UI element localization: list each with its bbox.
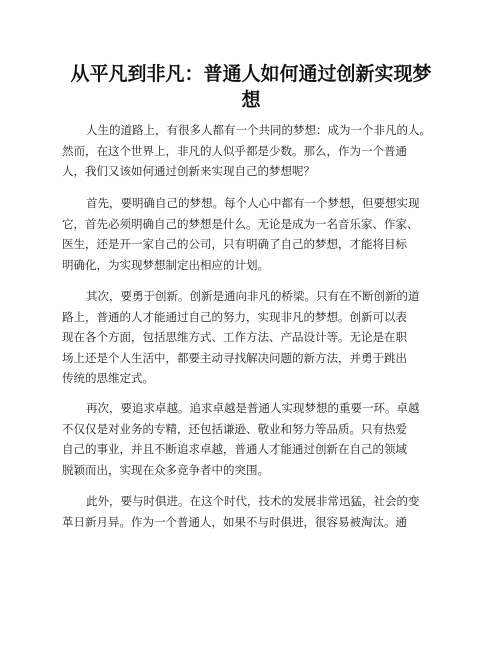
paragraph-line: 然而，在这个世界上，非凡的人似乎都是少数。那么，作为一个普通 [62, 143, 407, 158]
paragraph-excellence [62, 398, 440, 480]
paragraph-line: 场上还是个人生活中，都要主动寻找解决问题的新方法，并勇于跳出 [62, 350, 407, 365]
paragraph-line: 其次，要勇于创新。创新是通向非凡的桥梁。只有在不断创新的道 [86, 289, 420, 303]
paragraph-keep-up [62, 491, 440, 532]
paragraph-line: 医生，还是开一家自己的公司，只有明确了自己的梦想，才能将目标 [62, 237, 407, 251]
document-title [60, 61, 442, 113]
paragraph-define-dream [62, 193, 440, 275]
paragraph-line: 明确化，为实现梦想制定出相应的计划。 [62, 257, 269, 272]
paragraph-line: 自己的事业，并且不断追求卓越，普通人才能通过创新在自己的领域 [62, 442, 407, 456]
paragraph-line: 人，我们又该如何通过创新来实现自己的梦想呢？ [62, 164, 315, 178]
paragraph-line: 首先，要明确自己的梦想。每个人心中都有一个梦想，但要想实现 [86, 196, 420, 210]
paragraph-line: 现在各个方面，包括思维方式、工作方法、产品设计等。无论是在职 [62, 330, 407, 344]
paragraph-line: 传统的思维定式。 [62, 371, 154, 385]
paragraph-intro [62, 120, 440, 182]
paragraph-line: 革日新月异。作为一个普通人，如果不与时俱进，很容易被淘汰。通 [62, 514, 407, 529]
title-line: 从平凡到非凡：普通人如何通过创新实现梦 [70, 63, 432, 85]
paragraph-line: 路上，普通的人才能通过自己的努力，实现非凡的梦想。创新可以表 [62, 309, 407, 324]
paragraph-line: 它，首先必须明确自己的梦想是什么。无论是成为一名音乐家、作家、 [62, 216, 419, 231]
paragraph-line: 此外，要与时俱进。在这个时代，技术的发展非常迅猛，社会的变 [86, 494, 420, 508]
paragraph-line: 脱颖而出，实现在众多竞争者中的突围。 [62, 462, 269, 477]
paragraph-line: 人生的道路上，有很多人都有一个共同的梦想：成为一个非凡的人。 [86, 123, 431, 137]
paragraph-line: 再次，要追求卓越。追求卓越是普通人实现梦想的重要一环。卓越 [86, 401, 420, 415]
title-line: 想 [241, 89, 261, 111]
paragraph-line: 不仅仅是对业务的专精，还包括谦逊、敬业和努力等品质。只有热爱 [62, 421, 407, 436]
paragraph-innovate [62, 286, 440, 389]
